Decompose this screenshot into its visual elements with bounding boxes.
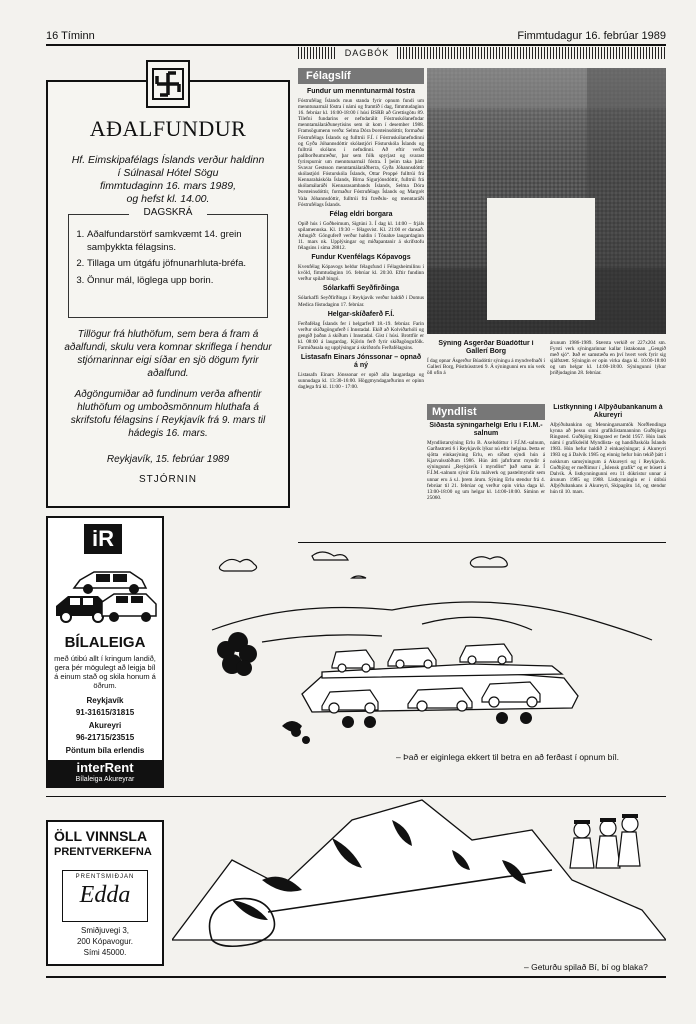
interrent-ad: [46, 516, 164, 788]
felagslif-title: Félagslíf: [306, 70, 351, 82]
article-body: Opið hús í Goðheimum, Sigtúni 3. Í dag kl. 14:00 – frjáls spilamennska. Kl. 19:30 – félagsvist. Kl. 21:00 er dansað. Athugið: Gönguferð verður haldin í Tónabæ laugardaginn 11. mars nk. Upplýsingar og miðapantanir á skrifstofu félagsins í síma 28812.: [298, 220, 424, 252]
article-body: Ferðafélag Íslands fer í helgarferð 18.-19. febrúar. Farin verður skíðagönguferð í Innstadal. Ekið að Kolviðarhóli og gengið þaðan á skíðum í Innstadal. Gist í húsi. Brottför er kl. 08:00 á laugardag. Kjörin ferð fyrir skíðagöngufólk. Farmiðasala og upplýsingar á skrifstofu Ferðafélagsins.: [298, 320, 424, 351]
ad-place-date: Reykjavík, 15. febrúar 1989: [106, 454, 230, 465]
header-rule: [46, 44, 666, 46]
article-heading: Helgar-skíðaferð F.Í.: [327, 310, 395, 318]
article-body: Myndlistarsýning Erlu B. Axelsdóttur í F.Í.M.-salnum, Garðastræti 6 í Reykjavík lýkur nú eftir helgina. Þetta er sjötta einkasýning Erlu, en síðast sýndi hún á Kjarvalsstöðum 1986. Hún átti jafnframt myndir á sýningunni „Reykjavík í myndlist“ það sama ár. Í F.Í.M.-salnum sýnir Erla málverk og pastelmyndir sem unnar eru á s.l. þrem árum. Sýning Erlu stendur frá 4. febrúar til 21. febrúar og verður opin virka daga kl. 13:00-18:00 og um helgar kl. 14:00-18:00. Síminn er 25060.: [427, 440, 545, 501]
city-reykjavik: Reykjavík: [86, 696, 124, 705]
myndlist-column-2: [550, 404, 666, 538]
agenda-item: 2. Tillaga um útgáfu jöfnunarhluta-bréfa.: [87, 258, 273, 271]
intro-line: Hf. Eimskipafélags Íslands verður haldinn: [71, 154, 265, 166]
section-rule: [298, 542, 666, 543]
mountain-cartoon: [172, 790, 666, 960]
phone-reykjavik: 91-31615/31815: [75, 708, 135, 717]
agenda-title: DAGSKRÁ: [129, 207, 207, 218]
tapestry-image: [427, 68, 666, 334]
article-heading: Sólarkaffi Seyðfirðinga: [322, 285, 400, 293]
interrent-title: BÍLALEIGA: [64, 634, 146, 651]
ad-para-proposals: Tillögur frá hluthöfum, sem bera á fram á aðalfundi, skulu vera komnar skriflega í hendur stjórnarinnar eigi síðar en sjö dögum fyrir aðalfund.: [64, 329, 272, 379]
agenda-item: 1. Aðalfundarstörf samkvæmt 14. grein samþykkta félagsins.: [87, 229, 273, 254]
edda-logo: [62, 870, 148, 922]
car-transport-cartoon: [172, 546, 666, 766]
ad-title: AÐALFUNDUR: [89, 116, 247, 141]
intro-line: fimmtudaginn 16. mars 1989,: [100, 180, 236, 192]
edda-headline-1: ÖLL VINNSLA: [54, 828, 148, 844]
article-heading: Síðasta sýningarhelgi Erlu í F.Í.M.-salnum: [429, 422, 543, 437]
article-body: Fóstrufélag Íslands mun standa fyrir opnum fundi um menntunarmál fóstra í námi og framtíð í dag, fimmtudaginn 16. febrúar kl. 16:00-18:00 í húsi BSRB að Grettisgötu 89. Tilefni fundarins er nefndarálit Fóstruskólanefndar menntamálaráðuneytisins sem út kom í desember 1988. Framsögumenn verða: Selma Dóra Þorsteinsdóttir, formaður Fóstrufélags Íslands og fulltrúi F.Í. í Fóstruskólanefndinni og Gyða Jóhannsdóttir skólastjóri Fósturskóla Íslands og fulltrúi skólans í nefndinni. Að eftir verða pallborðsumræður, þar sem fólk spyrjast og svarast fyrirspurnir um menntunarmál fóstra. Í þeim taka þátt: Svavar Gestsson menntamálaráðherra, Gyða Jóhannsdóttir skólastjóri Fósturskóla Íslands, Ottar Proppé fulltrúi frá Kennaraháskóla Íslands, Birna Sigurjónsdóttir, fulltrúi frá skólamálaráði Kennarasambands Íslands, Selma Dóra Þorsteinsdóttir, formaður Fóstrufélags Íslands og Margrét Vala Jóhannsdóttir, fulltrúi frá fræðslu- og menntaráði Fóstrufélags Íslands.: [298, 98, 424, 208]
edda-tag: PRENTSMIÐJAN: [75, 874, 135, 880]
gallery-caption-cont: árunum 1986-1989. Stærsta verkið er 227x204 sm. Fyrsti verk sýningarinnar kallar listakonan „Gengið með sjó“. Það er samstæða en því hvert verk fyrir sig sjálfstætt. Sýningin er opin virka daga kl. 10:00-18:00 og um helgar kl. 14:00-18:00. Sýningunni lýkur þriðjudaginn 28. febrúar.: [550, 340, 666, 377]
phone-akureyri: 96-21715/23515: [75, 733, 135, 742]
myndlist-column-1: [427, 422, 545, 538]
ad-signature: STJÓRNIN: [139, 474, 197, 485]
edda-headline-2: PRENTVERKEFNA: [54, 846, 152, 858]
dagbok-title: DAGBÓK: [337, 47, 397, 59]
article-body: Kvenfélag Kópavogs heldur félagsfund í Félagsheimilinu í kvöld, fimmtudaginn 16. febrúar kl. 20:30. Eftir fundinn verður spilað bingó.: [298, 264, 424, 283]
intro-line: og hefst kl. 14.00.: [126, 193, 210, 205]
agenda-item: 3. Önnur mál, löglega upp borin.: [87, 275, 273, 288]
agenda-box: [68, 207, 268, 318]
myndlist-title: Myndlist: [432, 406, 477, 418]
eimskip-logo: [146, 60, 190, 108]
cartoon-caption-1: – Það er eiginlega ekkert til betra en að ferðast í opnum bíl.: [396, 752, 620, 762]
gallery-caption-continued: [550, 340, 666, 402]
page-number: 16 Tíminn: [46, 30, 95, 42]
gallery-caption: [427, 340, 545, 400]
article-heading: Fundur um menntunarmál fóstra: [306, 88, 416, 95]
adalfundur-ad: [46, 80, 290, 508]
article-heading: Listasafn Einars Jónssonar – opnað á ný: [300, 354, 422, 370]
edda-name: Edda: [79, 882, 131, 908]
ad-para-tickets: Aðgöngumiðar að fundinum verða afhentir hluthöfum og umboðsmönnum hluthafa á skrifstofu félagsins í Reykjavík frá 9. mars til hádegis 16. mars.: [70, 389, 266, 439]
tapestry-photo: [427, 68, 666, 334]
edda-phone: Sími 45000.: [83, 948, 127, 957]
intro-line: í Súlnasal Hótel Sögu: [117, 167, 219, 179]
felagslif-column: [298, 88, 424, 538]
edda-addr-2: 200 Kópavogur.: [76, 937, 134, 946]
interrent-brand-bar: [48, 760, 162, 786]
article-body: Alþýðubankinn og Menningarsamtök Norðlendinga kynna að þessu sinni grafiklistamanninn Guðbjörgu Ringsted. Guðbjörg Ringsted er fædd 1957. Hún lauk námi í grafíkdeild Myndlista- og handíðaskóla Íslands 1983. Hún hefur haldið 2 einkasýningar; á Akureyri 1983 og á Dalvík 1985 og einnig hefur hún tekið þátt í nokkrum samsýningum á Akureyri og í Reykjavík. Guðbjörg er meðlimur í „Íslensk grafík“ og er búsett á Dalvík. Á listkynningunni eru 11 dúkristur unnar á árunum 1985 og 1988. Listkynningin er í útibúi Alþýðubankans á Akureyri, Skipagötu 14, og stendur hún til 10. mars.: [550, 422, 666, 496]
abroad-booking: Pöntum bíla erlendis: [65, 746, 145, 755]
edda-addr-1: Smiðjuvegi 3,: [80, 926, 130, 935]
article-body: Listasafn Einars Jónssonar er opið alla laugardaga og sunnudaga kl. 13:30-16:00. Höggmyndagarðurinn er opinn daglega frá kl. 11:00 - 17:00.: [298, 372, 424, 391]
article-body: Sólarkaffi Seyðfirðinga í Reykjavík verður haldið í Domus Medica föstudaginn 17. febrúar.: [298, 295, 424, 308]
ad-intro: [58, 154, 278, 206]
city-akureyri: Akureyri: [88, 721, 122, 730]
cars-icon: [50, 562, 160, 632]
interrent-brand: interRent: [76, 760, 134, 775]
eimskip-cross-icon: [152, 68, 184, 100]
interrent-desc: með útibú allt í kringum landið, gera þér mögulegt að leigja bíl á einum stað og skila honum á öðrum.: [54, 654, 156, 690]
page-date: Fimmtudagur 16. febrúar 1989: [517, 30, 666, 42]
article-heading: Fundur Kvenfélags Kópavogs: [311, 254, 411, 262]
cartoon-caption-2: – Geturðu spilað Bí, bí og blaka?: [524, 962, 648, 972]
article-heading: Listkynning í Alþýðubankanum á Akureyri: [553, 404, 663, 419]
gallery-caption-text: Í dag opnar Ásgerður Búadóttir sýningu á myndvefnaði í Gallerí Borg, Pósthússtræti 9. Á sýningunni eru níu verk öll ofin á: [427, 358, 545, 377]
interrent-brand-sub: Bílaleiga Akureyrar: [75, 776, 135, 783]
article-heading: Félag eldri borgara: [329, 210, 393, 218]
gallery-caption-title: Sýning Ásgerðar Búadóttur í Gallerí Borg: [438, 340, 534, 355]
ir-logo: iR: [84, 524, 122, 554]
bottom-rule: [46, 976, 666, 978]
edda-ad: [46, 820, 164, 966]
